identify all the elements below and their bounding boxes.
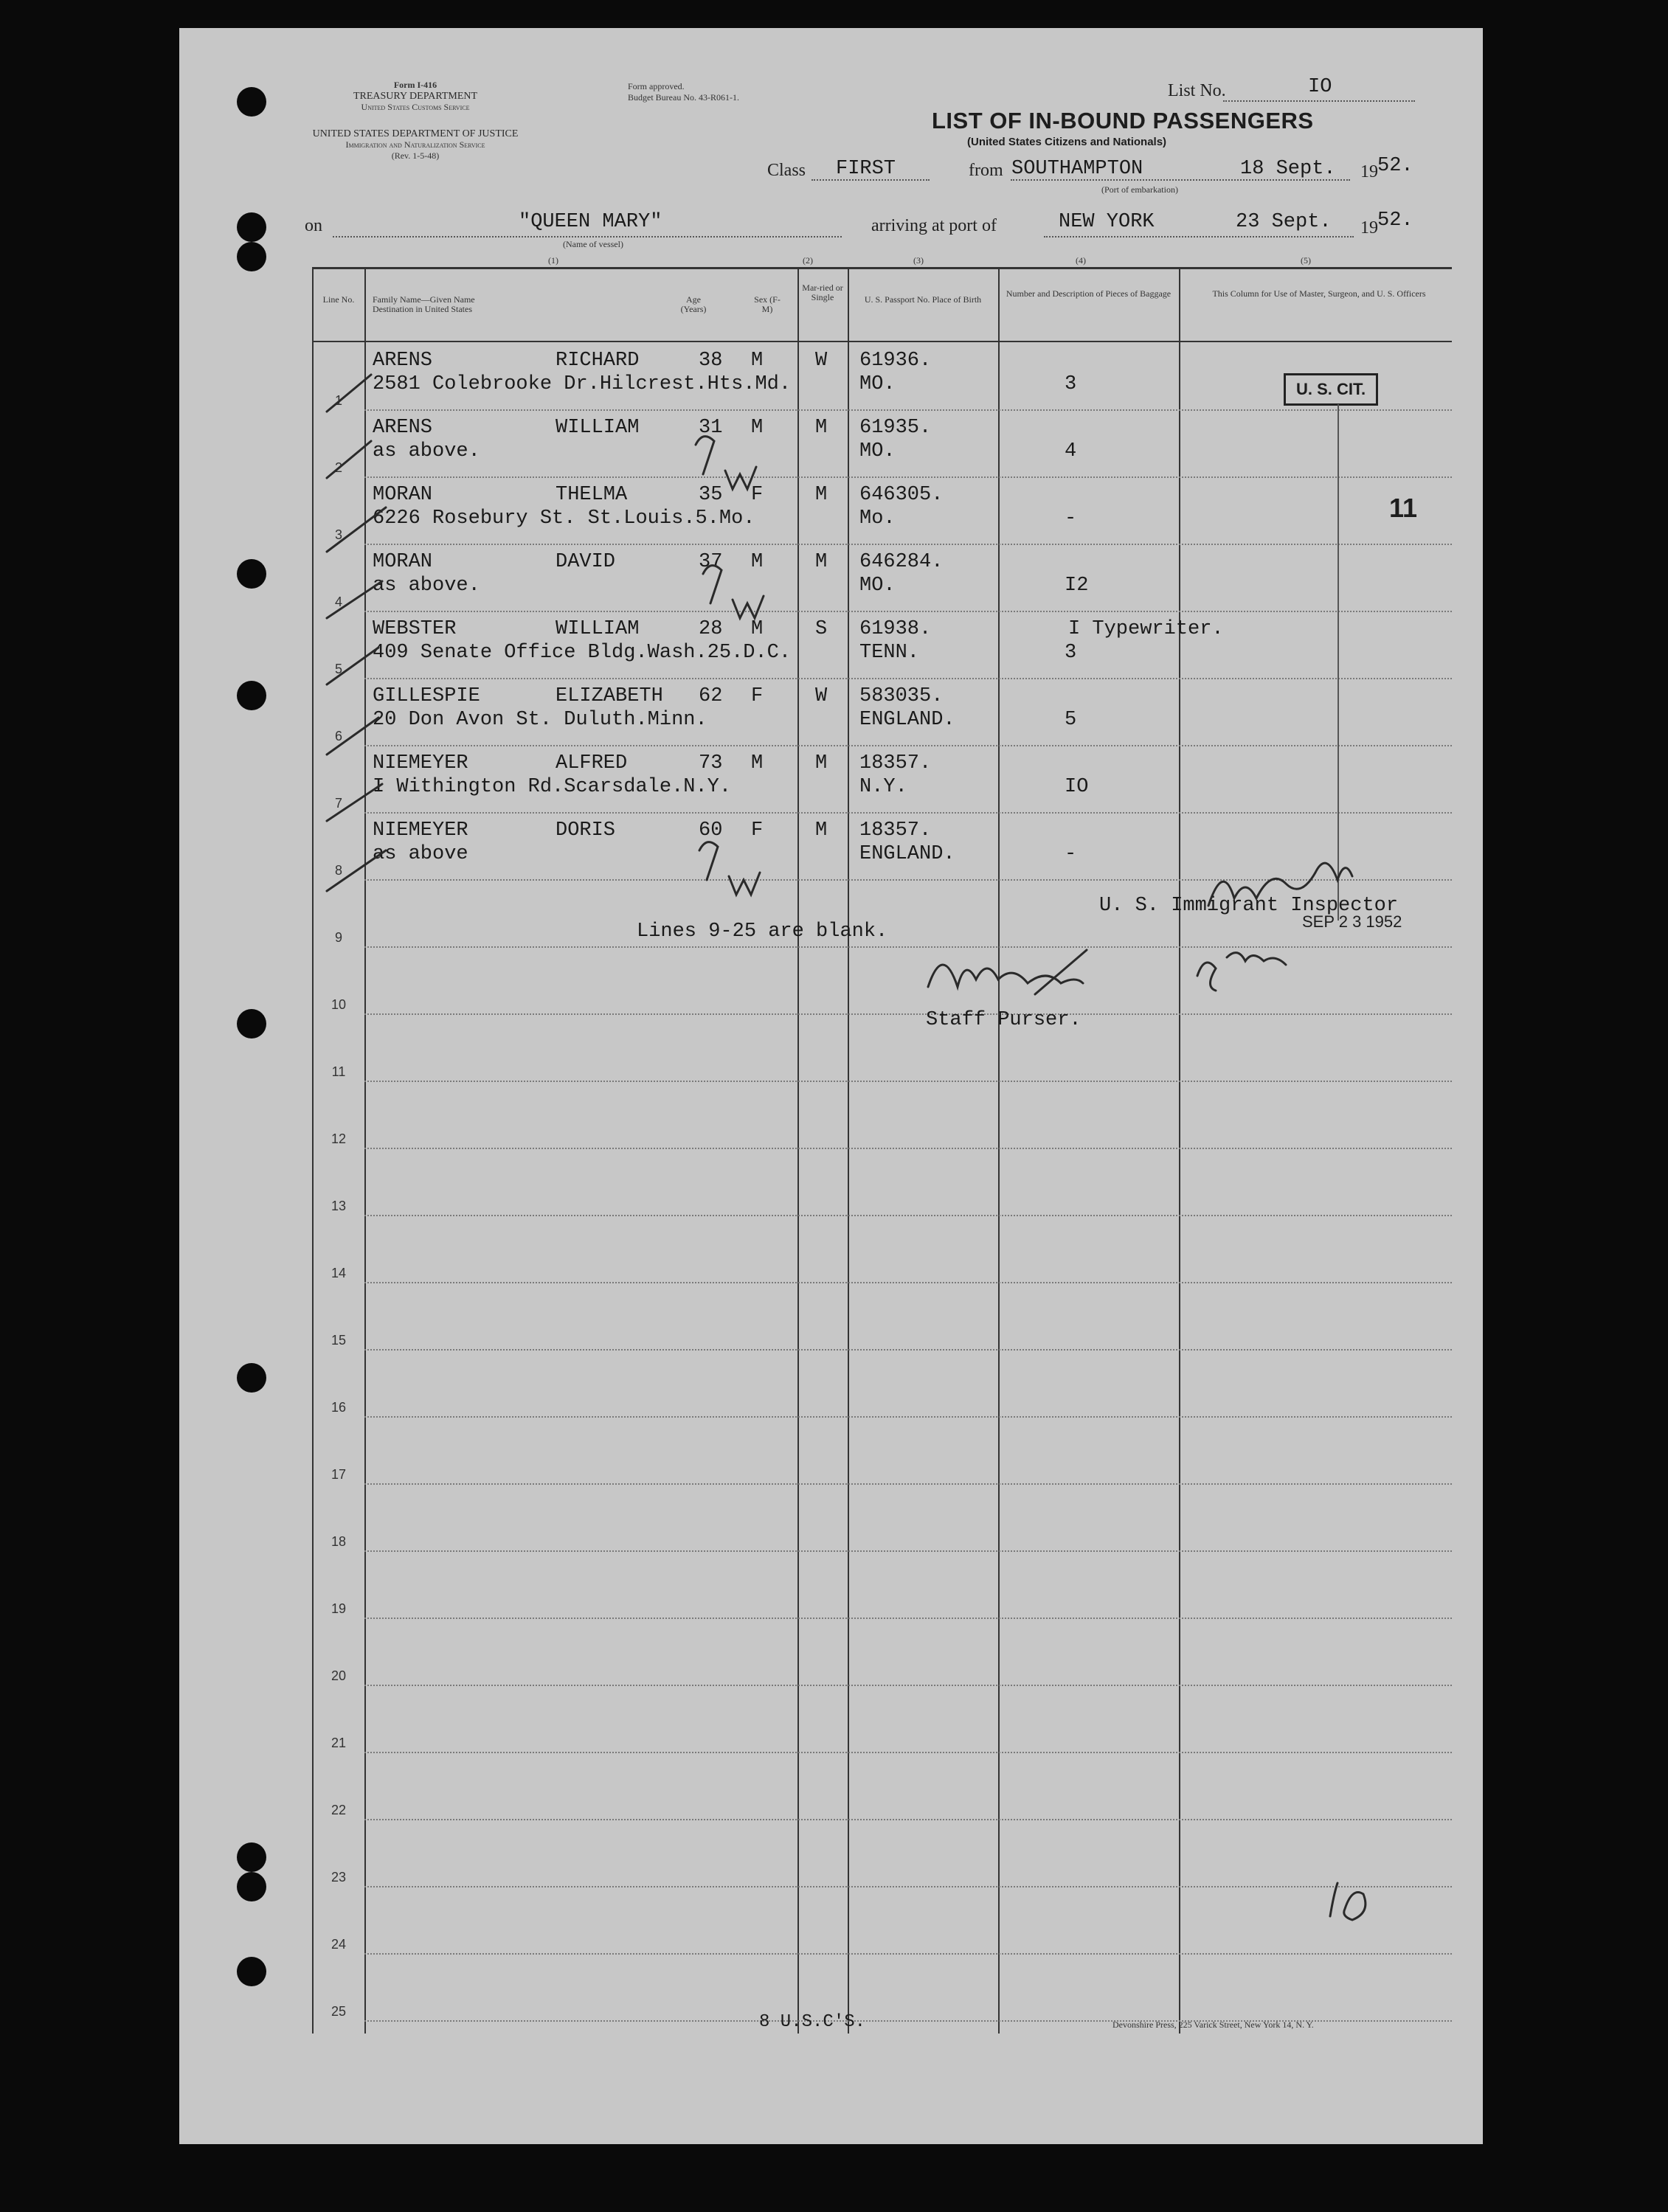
family-name: WEBSTER bbox=[373, 618, 457, 640]
passport-number: 61935. bbox=[859, 417, 932, 439]
class-label: Class bbox=[767, 161, 806, 180]
line-number: 25 bbox=[331, 2004, 347, 2019]
column-number: (1) bbox=[548, 255, 558, 266]
column-number: (2) bbox=[803, 255, 813, 266]
line-number: 15 bbox=[331, 1333, 347, 1348]
handwriting-marks bbox=[179, 28, 1483, 2144]
marital-status: W bbox=[815, 350, 828, 372]
marital-status: W bbox=[815, 685, 828, 707]
age-check bbox=[703, 566, 764, 618]
sex: M bbox=[751, 752, 764, 774]
line-number: 13 bbox=[331, 1199, 347, 1213]
baggage-count: - bbox=[1065, 507, 1077, 530]
sex: M bbox=[751, 618, 764, 640]
family-name: ARENS bbox=[373, 417, 433, 439]
header-passport: U. S. Passport No. Place of Birth bbox=[864, 294, 982, 305]
embarkation-note: (Port of embarkation) bbox=[1101, 184, 1178, 195]
line-number: 14 bbox=[331, 1266, 347, 1280]
sex: F bbox=[751, 484, 764, 506]
form-revision: (Rev. 1-5-48) bbox=[391, 150, 440, 161]
purser-label: Staff Purser. bbox=[926, 1009, 1082, 1031]
line-number: 12 bbox=[331, 1131, 347, 1146]
family-name: MORAN bbox=[373, 551, 433, 573]
header-baggage: Number and Description of Pieces of Baggage bbox=[1006, 288, 1172, 299]
family-name: NIEMEYER bbox=[373, 752, 468, 774]
passport-number: 646305. bbox=[859, 484, 944, 506]
inspector-initials bbox=[1197, 953, 1286, 991]
arrival-port: NEW YORK bbox=[1059, 211, 1155, 233]
line-number: 7 bbox=[334, 796, 342, 811]
given-name: WILLIAM bbox=[556, 618, 640, 640]
age-check bbox=[699, 842, 760, 895]
line-number: 10 bbox=[331, 997, 347, 1012]
baggage-count: 3 bbox=[1065, 642, 1077, 664]
list-no-label: List No. bbox=[1168, 81, 1226, 100]
departure-year-prefix: 19 bbox=[1360, 162, 1378, 181]
us-destination: I Withington Rd.Scarsdale.N.Y. bbox=[373, 776, 732, 798]
column-number: (5) bbox=[1301, 255, 1311, 266]
us-destination: 409 Senate Office Bldg.Wash.25.D.C. bbox=[373, 642, 792, 664]
passport-number: 61938. bbox=[859, 618, 932, 640]
line-number: 22 bbox=[331, 1803, 347, 1817]
departure-year: 52. bbox=[1377, 155, 1413, 177]
baggage-count: 5 bbox=[1065, 709, 1077, 731]
page-title: LIST OF IN-BOUND PASSENGERS bbox=[932, 108, 1314, 134]
purser-signature bbox=[928, 950, 1087, 994]
baggage-count: I2 bbox=[1065, 575, 1089, 597]
line-number: 2 bbox=[334, 460, 342, 475]
sex: F bbox=[751, 685, 764, 707]
passport-number: 646284. bbox=[859, 551, 944, 573]
line-number: 1 bbox=[334, 393, 342, 408]
line-number: 9 bbox=[334, 930, 342, 945]
line-number: 4 bbox=[334, 594, 342, 609]
line-number: 19 bbox=[331, 1601, 347, 1616]
passport-number: 61936. bbox=[859, 350, 932, 372]
header-officers: This Column for Use of Master, Surgeon, and U. S. Officers bbox=[1212, 288, 1426, 299]
class-value: FIRST bbox=[836, 158, 896, 180]
header-name: Family Name—Given Name Destination in United States bbox=[373, 294, 475, 314]
arrival-year: 52. bbox=[1377, 209, 1413, 232]
passport-number: 583035. bbox=[859, 685, 944, 707]
cancel-tick bbox=[327, 441, 371, 478]
ins-service: Immigration and Naturalization Service bbox=[345, 139, 485, 150]
age: 31 bbox=[699, 417, 723, 439]
us-destination: 2581 Colebrooke Dr.Hilcrest.Hts.Md. bbox=[373, 373, 792, 395]
arrival-date: 23 Sept. bbox=[1236, 211, 1332, 233]
sex: M bbox=[751, 417, 764, 439]
departure-date: 18 Sept. bbox=[1240, 158, 1336, 180]
inspector-date-stamp: SEP 2 3 1952 bbox=[1302, 912, 1402, 931]
place-of-birth: ENGLAND. bbox=[859, 709, 955, 731]
us-destination: as above. bbox=[373, 575, 480, 597]
us-destination: as above. bbox=[373, 440, 480, 462]
marital-status: M bbox=[815, 551, 828, 573]
family-name: ARENS bbox=[373, 350, 433, 372]
place-of-birth: N.Y. bbox=[859, 776, 907, 798]
line-number: 23 bbox=[331, 1870, 347, 1885]
on-label: on bbox=[305, 216, 322, 235]
line-number: 11 bbox=[331, 1064, 346, 1079]
printer-imprint: Devonshire Press, 225 Varick Street, New York 14, N. Y. bbox=[1112, 2019, 1314, 2030]
marital-status: M bbox=[815, 752, 828, 774]
place-of-birth: MO. bbox=[859, 440, 896, 462]
arrival-year-prefix: 19 bbox=[1360, 218, 1378, 238]
embarkation-port: SOUTHAMPTON bbox=[1011, 158, 1143, 180]
line-number: 17 bbox=[331, 1467, 347, 1482]
age-check bbox=[696, 437, 756, 489]
age: 73 bbox=[699, 752, 723, 774]
age: 60 bbox=[699, 819, 723, 842]
cancel-tick bbox=[327, 850, 386, 891]
marital-status: M bbox=[815, 417, 828, 439]
cancel-tick bbox=[327, 718, 378, 755]
baggage-count: IO bbox=[1065, 776, 1089, 798]
footer-code: 8 U.S.C'S. bbox=[759, 2012, 866, 2032]
given-name: ELIZABETH bbox=[556, 685, 663, 707]
given-name: DAVID bbox=[556, 551, 616, 573]
age: 38 bbox=[699, 350, 723, 372]
vessel-note: (Name of vessel) bbox=[563, 239, 623, 249]
line-number: 3 bbox=[334, 527, 342, 542]
age: 28 bbox=[699, 618, 723, 640]
line-number: 16 bbox=[331, 1400, 347, 1415]
passenger-manifest-page bbox=[179, 28, 1483, 2144]
line-number: 24 bbox=[331, 1937, 347, 1952]
baggage-count: - bbox=[1065, 843, 1077, 865]
arriving-label: arriving at port of bbox=[871, 216, 997, 235]
tally-count: 11 bbox=[1389, 493, 1418, 523]
given-name: WILLIAM bbox=[556, 417, 640, 439]
page-subtitle: (United States Citizens and Nationals) bbox=[967, 136, 1167, 148]
line-number: 8 bbox=[334, 863, 342, 878]
cancel-tick bbox=[327, 581, 382, 618]
cancel-tick bbox=[327, 648, 378, 684]
given-name: THELMA bbox=[556, 484, 628, 506]
cancel-tick bbox=[327, 784, 382, 821]
place-of-birth: ENGLAND. bbox=[859, 843, 955, 865]
header-sex: Sex (F-M) bbox=[754, 294, 781, 314]
passport-number: 18357. bbox=[859, 819, 932, 842]
place-of-birth: MO. bbox=[859, 373, 896, 395]
baggage-count: 3 bbox=[1065, 373, 1077, 395]
line-number: 21 bbox=[331, 1736, 347, 1750]
vessel-name: "QUEEN MARY" bbox=[519, 211, 662, 233]
line-number: 18 bbox=[331, 1534, 347, 1549]
place-of-birth: MO. bbox=[859, 575, 896, 597]
place-of-birth: TENN. bbox=[859, 642, 920, 664]
us-destination: 20 Don Avon St. Duluth.Minn. bbox=[373, 709, 707, 731]
treasury-dept: TREASURY DEPARTMENT bbox=[353, 91, 478, 102]
justice-dept: UNITED STATES DEPARTMENT OF JUSTICE bbox=[312, 128, 519, 139]
cancel-tick bbox=[327, 507, 386, 552]
given-name: ALFRED bbox=[556, 752, 628, 774]
family-name: GILLESPIE bbox=[373, 685, 480, 707]
us-citizen-stamp: U. S. CIT. bbox=[1284, 373, 1378, 406]
cancel-tick bbox=[327, 375, 371, 412]
passport-number: 18357. bbox=[859, 752, 932, 774]
baggage-note: I Typewriter. bbox=[1068, 618, 1224, 640]
list-no-value: IO bbox=[1308, 76, 1332, 98]
line-number: 20 bbox=[331, 1668, 347, 1683]
column-number: (4) bbox=[1076, 255, 1086, 266]
age: 35 bbox=[699, 484, 723, 506]
budget-number: Budget Bureau No. 43-R061-1. bbox=[628, 92, 739, 103]
header-line-no: Line No. bbox=[322, 294, 355, 305]
marital-status: M bbox=[815, 484, 828, 506]
marital-status: S bbox=[815, 618, 828, 640]
inspector-signature bbox=[1208, 863, 1352, 906]
us-destination: 6226 Rosebury St. St.Louis.5.Mo. bbox=[373, 507, 755, 530]
place-of-birth: Mo. bbox=[859, 507, 896, 530]
customs-service: United States Customs Service bbox=[361, 102, 470, 112]
age: 62 bbox=[699, 685, 723, 707]
line-number: 6 bbox=[334, 729, 342, 743]
sex: M bbox=[751, 350, 764, 372]
sex: F bbox=[751, 819, 764, 842]
header-age: Age (Years) bbox=[680, 294, 707, 314]
blank-lines-note: Lines 9-25 are blank. bbox=[637, 920, 888, 943]
form-approved: Form approved. bbox=[628, 81, 685, 91]
sex: M bbox=[751, 551, 764, 573]
from-label: from bbox=[969, 161, 1003, 180]
inspector-label: U. S. Immigrant Inspector bbox=[1099, 895, 1399, 917]
given-name: RICHARD bbox=[556, 350, 640, 372]
count-scribble bbox=[1330, 1883, 1366, 1920]
family-name: MORAN bbox=[373, 484, 433, 506]
baggage-count: 4 bbox=[1065, 440, 1077, 462]
us-destination: as above bbox=[373, 843, 468, 865]
column-number: (3) bbox=[913, 255, 924, 266]
header-married: Mar-ried or Single bbox=[802, 282, 843, 302]
form-number: Form I-416 bbox=[393, 80, 437, 90]
age: 37 bbox=[699, 551, 723, 573]
given-name: DORIS bbox=[556, 819, 616, 842]
family-name: NIEMEYER bbox=[373, 819, 468, 842]
marital-status: M bbox=[815, 819, 828, 842]
line-number: 5 bbox=[334, 662, 342, 676]
